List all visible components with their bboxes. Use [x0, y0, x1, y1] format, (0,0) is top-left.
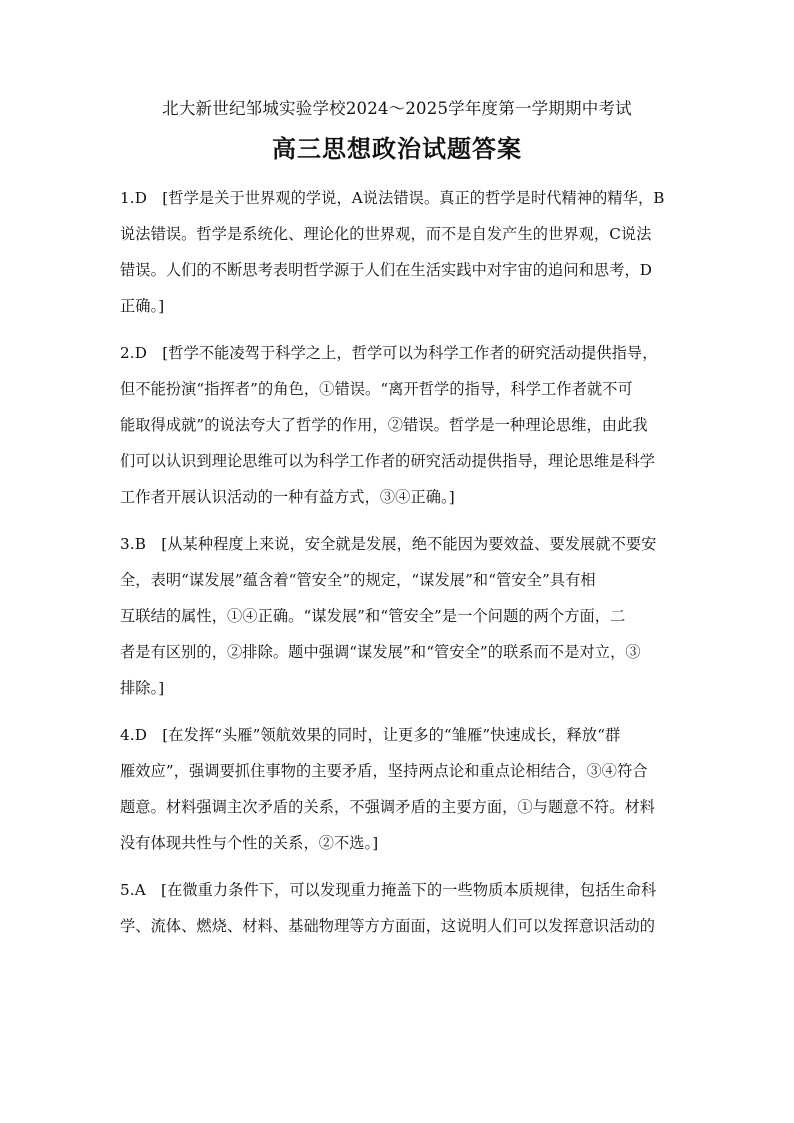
answer-item-1 [120, 183, 680, 327]
answer-line: 5.A [在微重力条件下，可以发现重力掩盖下的一些物质本质规律，包括生命科 [120, 881, 657, 899]
answer-line: 互联结的属性，①④正确。“谋发展”和“管安全”是一个问题的两个方面，二 [120, 607, 626, 625]
answer-line: 3.B [从某种程度上来说，安全就是发展，绝不能因为要效益、要发展就不要安 [120, 535, 657, 553]
answer-line: 说法错误。哲学是系统化、理论化的世界观，而不是自发产生的世界观，C说法 [120, 225, 652, 243]
answer-line: 但不能扮演“指挥者”的角色，①错误。“离开哲学的指导，科学工作者就不可 [120, 380, 633, 398]
answer-line: 排除。] [120, 679, 165, 697]
answer-item-3 [120, 529, 680, 709]
answer-item-4 [120, 720, 680, 864]
answer-line: 1.D [哲学是关于世界观的学说，A说法错误。真正的哲学是时代精神的精华，B [120, 189, 665, 207]
answer-item-2 [120, 338, 680, 518]
answer-line: 4.D [在发挥“头雁”领航效果的同时，让更多的“雏雁”快速成长，释放“群 [120, 726, 621, 744]
answer-line: 工作者开展认识活动的一种有益方式，③④正确。] [120, 488, 455, 506]
answer-line: 们可以认识到理论思维可以为科学工作者的研究活动提供指导，理论思维是科学 [120, 452, 656, 470]
answer-line: 正确。] [120, 297, 165, 315]
exam-subtitle: 北大新世纪邹城实验学校2024～2025学年度第一学期期中考试 [162, 99, 632, 118]
answer-line: 学、流体、燃烧、材料、基础物理等方方面面，这说明人们可以发挥意识活动的 [120, 917, 656, 935]
page-title: 高三思想政治试题答案 [272, 134, 522, 163]
answer-item-5 [120, 875, 680, 947]
answer-line: 题意。材料强调主次矛盾的关系，不强调矛盾的主要方面，①与题意不符。材料 [120, 798, 656, 816]
answer-line: 全，表明“谋发展”蕴含着“管安全”的规定，“谋发展”和“管安全”具有相 [120, 571, 596, 589]
answer-line: 者是有区别的，②排除。题中强调“谋发展”和“管安全”的联系而不是对立，③ [120, 643, 641, 661]
answer-line: 错误。人们的不断思考表明哲学源于人们在生活实践中对宇宙的追问和思考，D [120, 261, 653, 279]
answer-list [120, 183, 680, 947]
answer-line: 2.D [哲学不能凌驾于科学之上，哲学可以为科学工作者的研究活动提供指导， [120, 344, 658, 362]
answer-line: 雁效应”，强调要抓住事物的主要矛盾，坚持两点论和重点论相结合，③④符合 [120, 762, 648, 780]
answer-line: 能取得成就”的说法夸大了哲学的作用，②错误。哲学是一种理论思维，由此我 [120, 416, 648, 434]
answer-line: 没有体现共性与个性的关系，②不选。] [120, 834, 379, 852]
